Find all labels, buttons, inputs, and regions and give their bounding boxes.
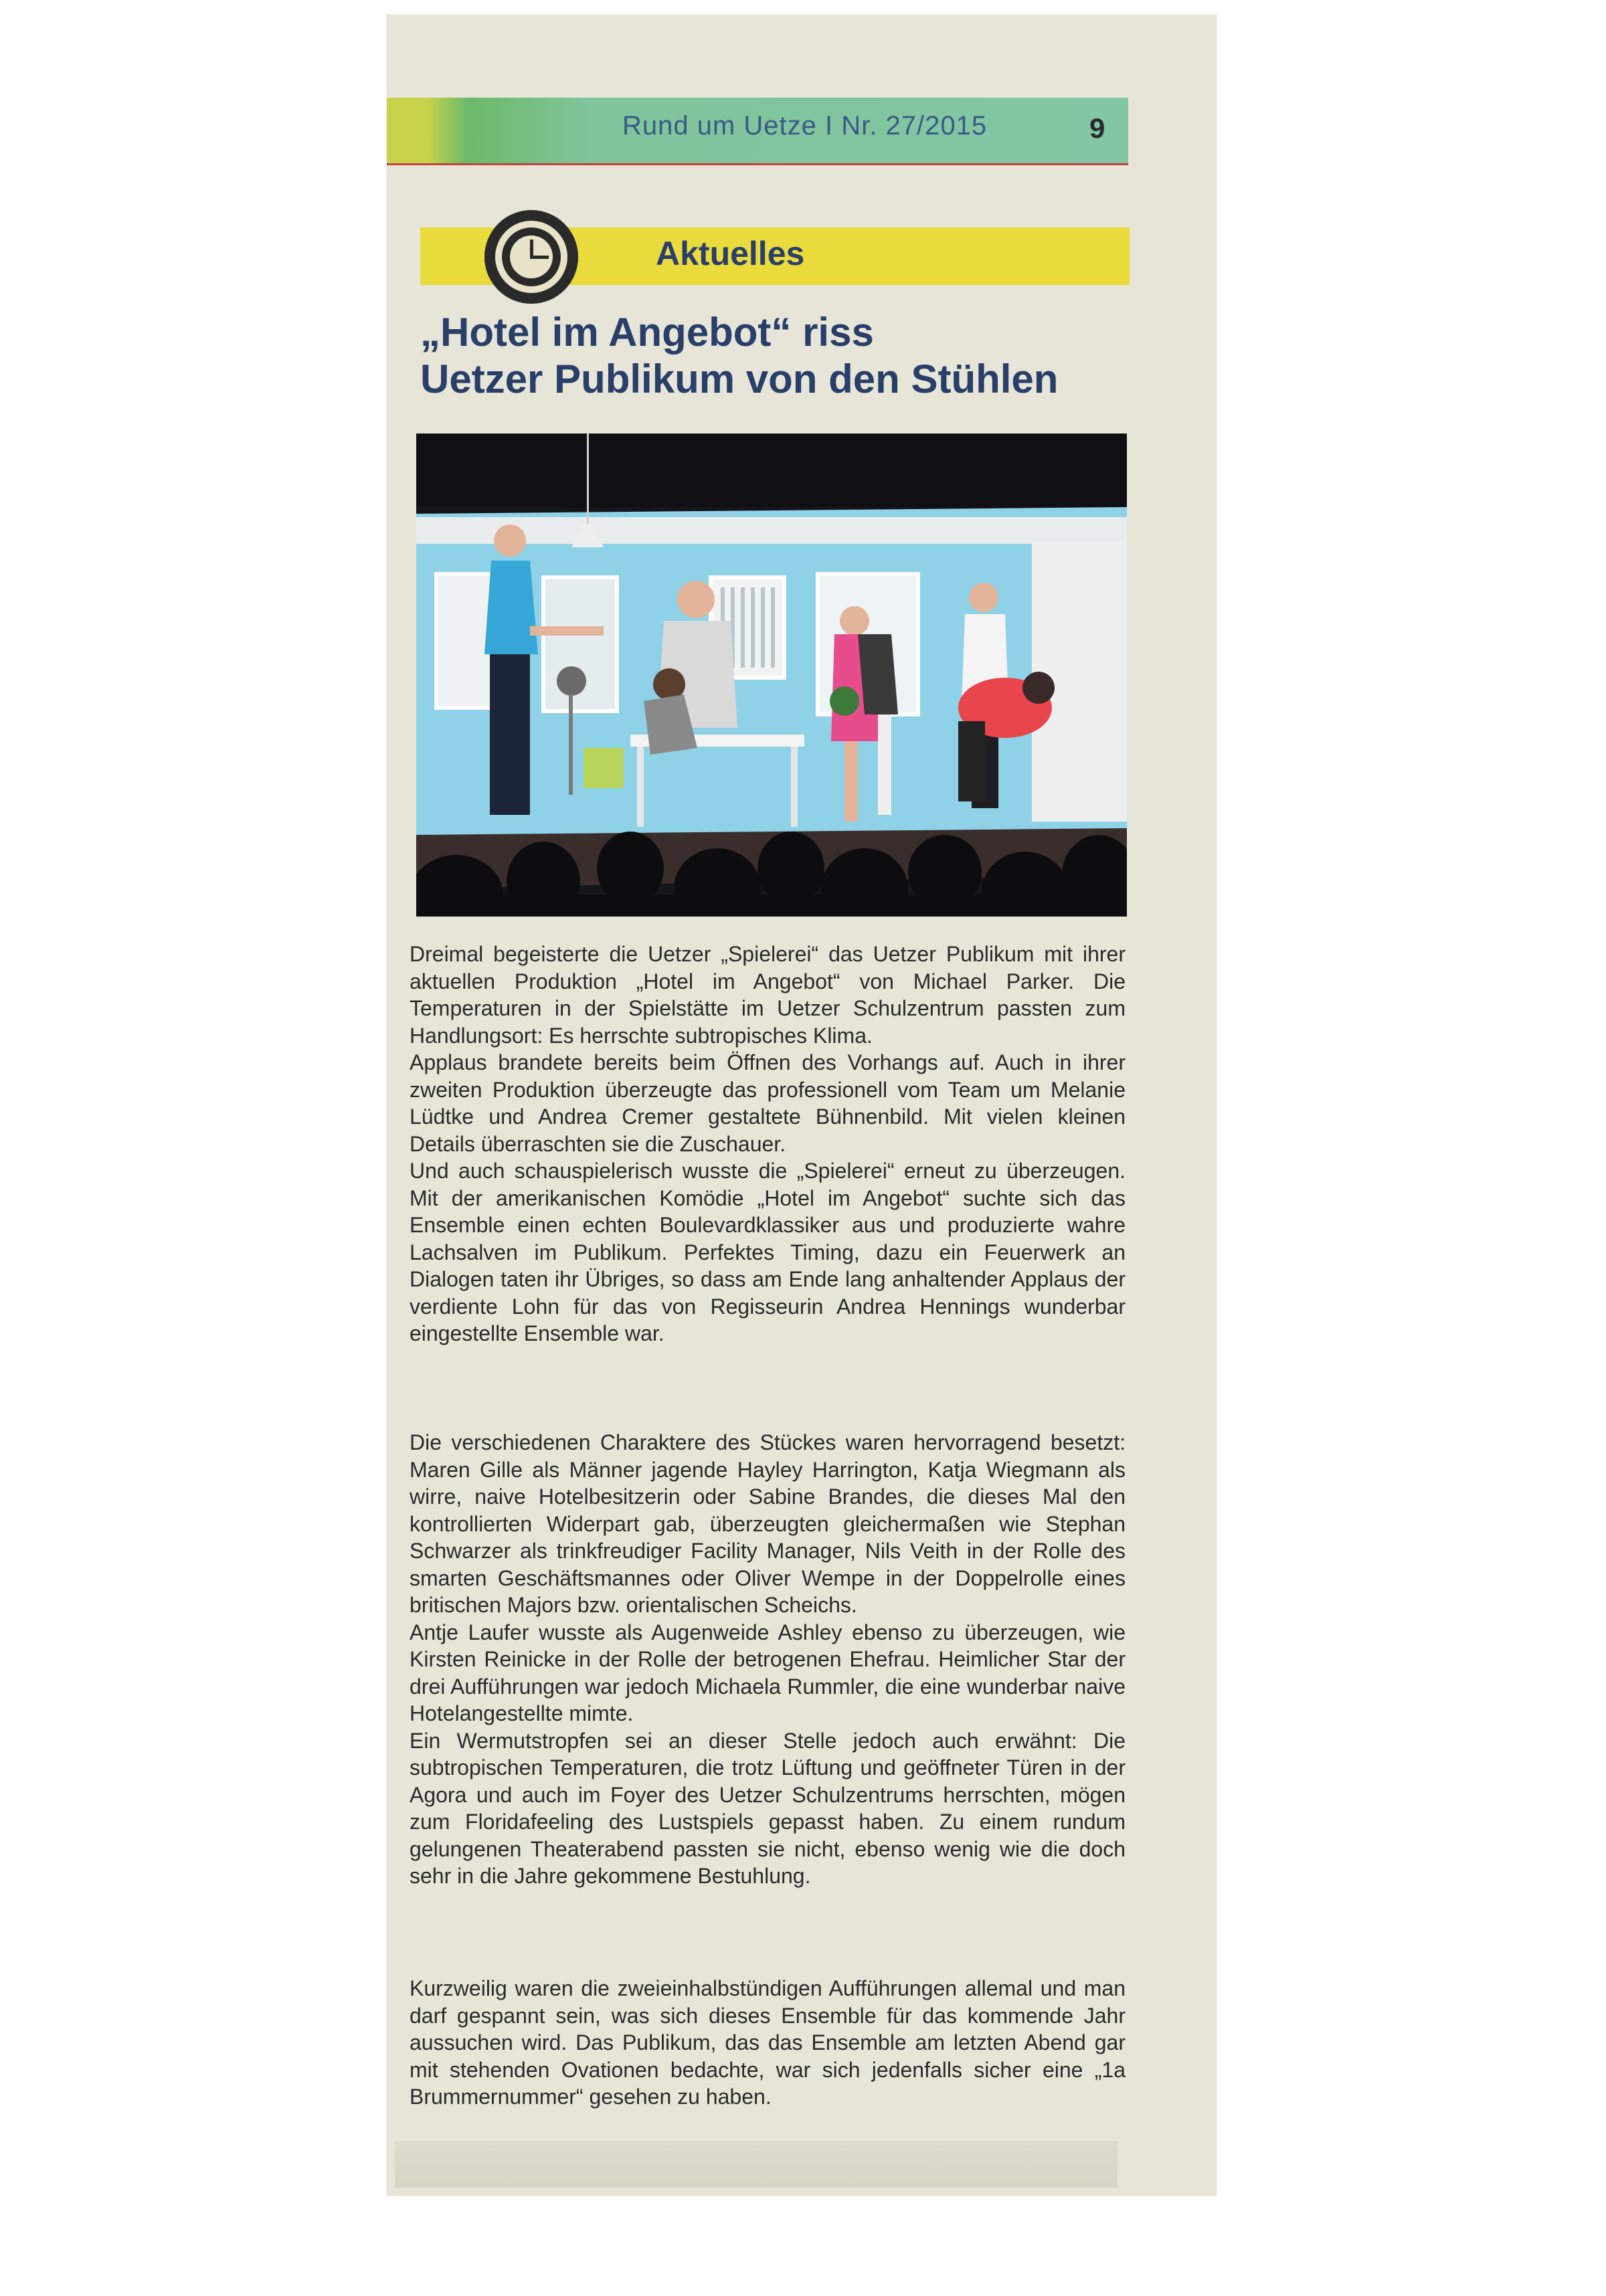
paragraph: Die verschiedenen Charaktere des Stückes waren hervorragend besetzt: Maren Gille als Männer jagende Hayley Harrington, Katja Wiegmann als wirre, naive Hotelbesitzerin oder Sabine Brandes, die dieses Mal den kontrollierten Widerpart gab, überzeugten gleichermaßen wie Stephan Schwarzer als trinkfreudiger Facility Manager, Nils Veith in der Rolle des smarten Geschäftsmannes oder Oliver Wempe in der Doppelrolle eines britischen Majors bzw. orientalischen Scheichs. xyxy=(410,1430,1126,1617)
article-paragraph-2 xyxy=(410,1429,1126,1890)
article-headline xyxy=(420,309,1130,403)
headline-line-2: Uetzer Publikum von den Stühlen xyxy=(420,357,1059,401)
paragraph: Kurzweilig waren die zweieinhalbstündigen Aufführungen allemal und man darf gespannt sein, was sich dieses Ensemble für das kommende Jahr aussuchen wird. Das Publikum, das das Ensemble am letzten Abend gar mit stehenden Ovationen bedachte, war sich jedenfalls sicher eine „1a Brummernummer“ gesehen zu haben. xyxy=(410,1976,1126,2109)
paragraph: Dreimal begeisterte die Uetzer „Spielerei“ das Uetzer Publikum mit ihrer aktuellen Produktion „Hotel im Angebot“ von Michael Parker. Die Temperaturen in der Spielstätte im Uetzer Schulzentrum passten zum Handlungsort: Es herrschte subtropisches Klima. xyxy=(410,942,1126,1048)
clock-icon xyxy=(484,210,578,304)
clipping-bottom-edge xyxy=(395,2141,1118,2188)
publication-title: Rund um Uetze I Nr. 27/2015 xyxy=(622,111,988,140)
paragraph: Applaus brandete bereits beim Öffnen des Vorhangs auf. Auch in ihrer zweiten Produktion überzeugte das professionell vom Team um Melanie Lüdtke und Andrea Cremer gestaltete Bühnenbild. Mit vielen kleinen Details überraschten sie die Zuschauer. xyxy=(410,1050,1126,1156)
paragraph: Antje Laufer wusste als Augenweide Ashley ebenso zu überzeugen, wie Kirsten Reinicke in der Rolle der betrogenen Ehefrau. Heimlicher Star der drei Aufführungen war jedoch Michaela Rummler, die eine wunderbar naive Hotelangestellte mimte. xyxy=(410,1620,1126,1725)
headline-line-1: „Hotel im Angebot“ riss xyxy=(420,310,874,355)
stage-photo xyxy=(416,434,1127,917)
page-number: 9 xyxy=(1089,112,1105,144)
article-paragraph-3 xyxy=(410,1975,1126,2111)
section-label: Aktuelles xyxy=(656,235,805,272)
article-paragraph-1 xyxy=(410,941,1126,1347)
paragraph: Und auch schauspielerisch wusste die „Spielerei“ erneut zu überzeugen. Mit der amerikanischen Komödie „Hotel im Angebot“ suchte sich das Ensemble einen echten Boulevardklassiker aus und produzierte wahre Lachsalven im Publikum. Perfektes Timing, dazu ein Feuerwerk an Dialogen taten ihr Übriges, so dass am Ende lang anhaltender Applaus der verdiente Lohn für das von Regisseurin Andrea Hennings wunderbar eingestellte Ensemble war. xyxy=(410,1159,1126,1345)
paragraph: Ein Wermutstropfen sei an dieser Stelle jedoch auch erwähnt: Die subtropischen Temperaturen, die trotz Lüftung und geöffneter Türen in der Agora und auch im Foyer des Uetzer Schulzentrums herrschten, mögen zum Floridafeeling des Lustspiels gepasst haben. Zu einem rundum gelungenen Theaterabend passten sie nicht, ebenso wenig wie die doch sehr in die Jahre gekommene Bestuhlung. xyxy=(410,1728,1126,1888)
